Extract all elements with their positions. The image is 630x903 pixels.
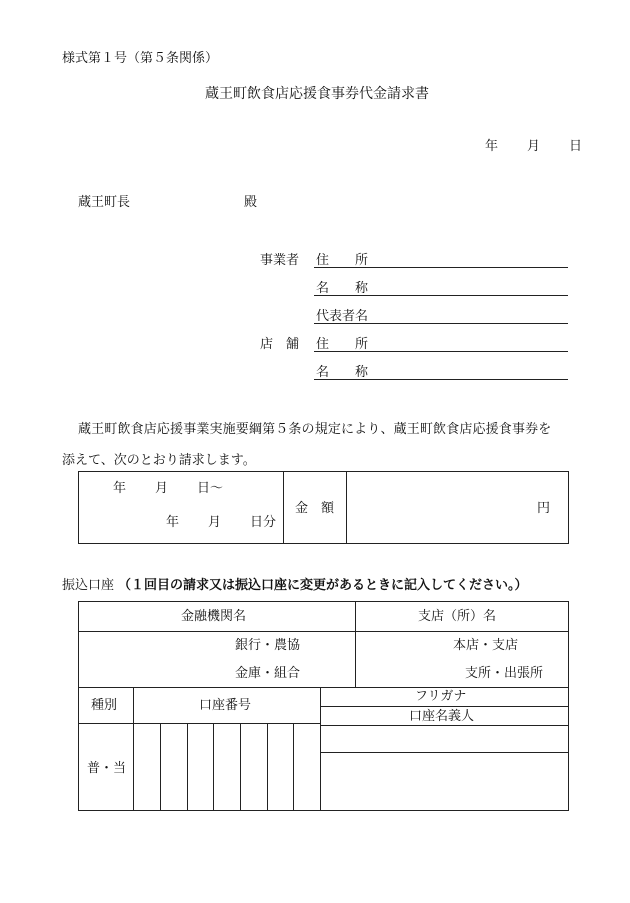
business-label: 事業者 (260, 253, 300, 268)
account-type-value: 普・当 (87, 761, 127, 776)
institution-branch-divider (355, 601, 356, 687)
store-name-label: 名 称 (316, 365, 369, 380)
bank-header-row-line (78, 631, 569, 632)
amount-label-divider (346, 471, 347, 544)
period-to-days: 日分 (250, 515, 277, 530)
bank-note: （１回目の請求又は振込口座に変更があるときに記入してください。） (118, 578, 528, 593)
amount-label: 金 額 (295, 501, 335, 516)
business-rep-label: 代表者名 (316, 309, 369, 324)
page-title: 蔵王町飲食店応援食事券代金請求書 (205, 86, 429, 102)
type-divider (133, 687, 134, 811)
period-from-day: 日～ (197, 481, 224, 496)
form-number: 様式第１号（第５条関係） (62, 51, 219, 66)
digit-cell-divider (187, 723, 188, 811)
store-name-line (314, 379, 568, 380)
period-from-month: 月 (155, 481, 169, 496)
period-to-year: 年 (166, 515, 180, 530)
furigana-label: フリガナ (415, 689, 467, 704)
period-to-month: 月 (208, 515, 222, 530)
digit-cell-divider (160, 723, 161, 811)
branch-types-1: 本店・支店 (453, 638, 519, 653)
store-address-label: 住 所 (316, 337, 369, 352)
holder-header-line (320, 725, 569, 726)
date-day: 日 (569, 139, 583, 154)
bank-types-2: 金庫・組合 (235, 666, 301, 681)
type-label: 種別 (91, 698, 118, 713)
body-text-line1: 蔵王町飲食店応援事業実施要綱第５条の規定により、蔵王町飲食店応援食事券を (78, 422, 552, 437)
currency-unit: 円 (537, 501, 551, 516)
holder-label: 口座名義人 (409, 709, 475, 724)
bank-names-row-line (78, 687, 569, 688)
branch-types-2: 支所・出張所 (465, 666, 544, 681)
furigana-separator (320, 706, 569, 707)
business-address-label: 住 所 (316, 253, 369, 268)
bank-types-1: 銀行・農協 (235, 638, 301, 653)
date-month: 月 (527, 139, 541, 154)
account-number-label: 口座番号 (199, 698, 252, 713)
account-holder-divider (320, 687, 321, 811)
business-rep-line (314, 323, 568, 324)
digit-cell-divider (267, 723, 268, 811)
store-label: 店 舗 (260, 337, 300, 352)
business-name-label: 名 称 (316, 281, 369, 296)
period-from-year: 年 (113, 481, 127, 496)
institution-header: 金融機関名 (181, 609, 247, 624)
store-address-line (314, 351, 568, 352)
period-divider (283, 471, 284, 544)
digit-cell-divider (293, 723, 294, 811)
business-name-line (314, 295, 568, 296)
business-address-line (314, 267, 568, 268)
addressee-honorific: 殿 (244, 195, 258, 210)
body-text-line2: 添えて、次のとおり請求します。 (62, 453, 256, 468)
account-header-row-line (78, 723, 320, 724)
addressee-name: 蔵王町長 (78, 195, 131, 210)
furigana-entry-line (320, 752, 569, 753)
digit-cell-divider (213, 723, 214, 811)
digit-cell-divider (240, 723, 241, 811)
date-year: 年 (485, 139, 499, 154)
bank-heading: 振込口座 (62, 578, 115, 593)
branch-header: 支店（所）名 (418, 609, 497, 624)
